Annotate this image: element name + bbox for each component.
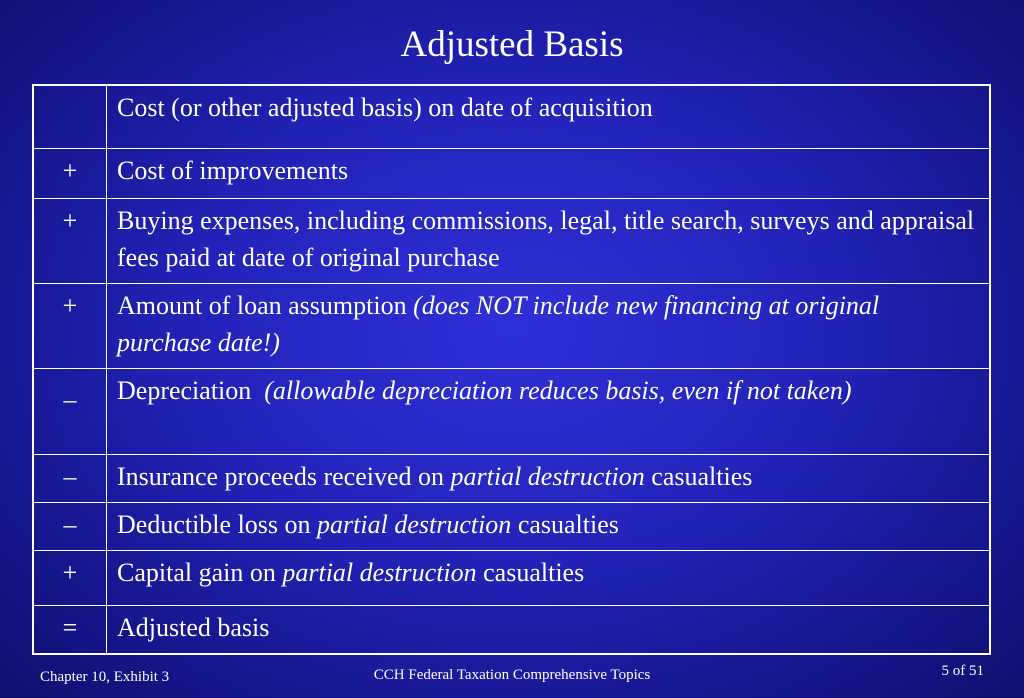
- row-italic-note: partial destruction: [317, 510, 512, 539]
- row-sign: _: [33, 369, 107, 455]
- row-sign: +: [33, 551, 107, 606]
- row-text: Adjusted basis: [117, 613, 270, 642]
- row-text: Amount of loan assumption: [117, 291, 414, 320]
- row-text: Depreciation: [117, 376, 265, 405]
- row-sign: –: [33, 503, 107, 551]
- row-italic-note: (does NOT include new financing at original purchase date!): [117, 291, 880, 357]
- row-description: [107, 455, 991, 503]
- footer-chapter-label: Chapter 10, Exhibit 3: [40, 669, 170, 685]
- table-row: [33, 606, 990, 655]
- table-row: [33, 149, 990, 199]
- row-description: [107, 199, 991, 284]
- row-text-after: casualties: [476, 558, 585, 587]
- footer-course-title: CCH Federal Taxation Comprehensive Topics: [373, 667, 651, 683]
- row-sign: +: [33, 149, 107, 199]
- row-text-after: casualties: [644, 462, 753, 491]
- table-row: [33, 284, 990, 369]
- row-italic-note: partial destruction: [450, 462, 645, 491]
- table-row: [33, 551, 990, 606]
- table-row: [33, 455, 990, 503]
- table-row: [33, 199, 990, 284]
- row-text-after: casualties: [511, 510, 619, 539]
- slide-title: Adjusted Basis: [400, 24, 624, 65]
- row-text: Cost (or other adjusted basis) on date of acquisition: [117, 93, 653, 122]
- table-row: [33, 369, 990, 455]
- row-sign: [33, 85, 107, 149]
- row-description: [107, 606, 991, 655]
- row-description: [107, 369, 991, 455]
- row-description: [107, 551, 991, 606]
- row-sign: =: [33, 606, 107, 655]
- row-italic-note: (allowable depreciation reduces basis, even if not taken): [264, 376, 852, 405]
- row-italic-note: partial destruction: [282, 558, 477, 587]
- row-description: [107, 149, 991, 199]
- table-row: [33, 85, 990, 149]
- row-text: Buying expenses, including commissions, legal, title search, surveys and appraisal fees paid at date of original purchase: [117, 206, 975, 272]
- row-sign: –: [33, 455, 107, 503]
- row-text: Insurance proceeds received on: [117, 462, 451, 491]
- row-sign: +: [33, 199, 107, 284]
- row-text: Cost of improvements: [117, 156, 349, 185]
- row-text: Capital gain on: [117, 558, 283, 587]
- slide-page-number: 5 of 51: [941, 663, 984, 679]
- row-description: [107, 85, 991, 149]
- row-description: [107, 503, 991, 551]
- adjusted-basis-table: [32, 84, 991, 655]
- table-row: [33, 503, 990, 551]
- row-description: [107, 284, 991, 369]
- row-text: Deductible loss on: [117, 510, 318, 539]
- row-sign: +: [33, 284, 107, 369]
